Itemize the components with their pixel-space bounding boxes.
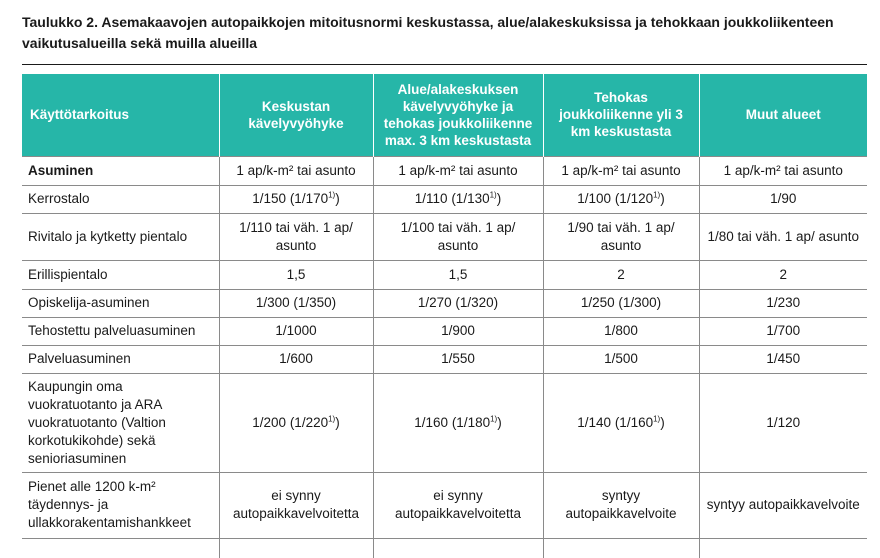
header-row	[22, 74, 867, 156]
cell-value	[219, 185, 373, 213]
cell-text: 1/140 (1/160	[577, 414, 654, 430]
cell-value: 1/110 tai väh. 1 ap/ asunto	[219, 213, 373, 260]
footnote-marker: 1)	[653, 414, 661, 423]
cell-value: syntyy autopaikkavelvoite	[699, 472, 867, 538]
table-row	[22, 185, 867, 213]
cell-value: 1/600	[219, 345, 373, 373]
cell-text: 1/150 (1/170	[252, 191, 329, 206]
row-label: Asuminen	[22, 156, 219, 185]
row-label: Kerrostalo	[22, 185, 219, 213]
cell-value: 1/800	[543, 317, 699, 345]
parking-norm-table	[22, 74, 867, 558]
cell-value	[373, 185, 543, 213]
empty-cell	[373, 538, 543, 558]
footnote-marker: 1)	[328, 190, 336, 200]
row-label: Rivitalo ja kytketty pientalo	[22, 213, 219, 260]
cell-value: 1/250 (1/300)	[543, 289, 699, 317]
footnote-marker: 1)	[490, 414, 498, 423]
cell-text-close: )	[660, 414, 665, 430]
table-row	[22, 345, 867, 373]
row-label: Erillispientalo	[22, 260, 219, 289]
cell-value: 1/90	[699, 185, 867, 213]
cell-value: 1/300 (1/350)	[219, 289, 373, 317]
footnote-marker: 1)	[328, 414, 336, 423]
cell-text-close: )	[335, 191, 340, 206]
cell-value: 2	[699, 260, 867, 289]
header-alue-alakeskus: Alue/alakeskuksen kävelyvyöhyke ja tehokas joukkoliikenne max. 3 km keskustasta	[373, 74, 543, 156]
cell-value: syntyy autopaikkavelvoite	[543, 472, 699, 538]
cell-value: 1/1000	[219, 317, 373, 345]
empty-cell	[219, 538, 373, 558]
cell-value: 1/90 tai väh. 1 ap/ asunto	[543, 213, 699, 260]
cell-text-close: )	[660, 191, 665, 206]
footnote-marker: 1)	[653, 190, 661, 200]
cell-text: 1/110 (1/130	[414, 191, 490, 206]
header-kayttotarkoitus: Käyttötarkoitus	[22, 74, 219, 156]
table-row	[22, 260, 867, 289]
cell-value: 1 ap/k-m² tai asunto	[699, 156, 867, 185]
cell-value: 1/550	[373, 345, 543, 373]
cell-value: 1/80 tai väh. 1 ap/ asunto	[699, 213, 867, 260]
cell-value: 1/270 (1/320)	[373, 289, 543, 317]
caption-divider	[22, 64, 867, 65]
cell-value: 1/900	[373, 317, 543, 345]
header-muut-alueet: Muut alueet	[699, 74, 867, 156]
table-row	[22, 289, 867, 317]
cell-value	[219, 373, 373, 472]
table-caption: Taulukko 2. Asemakaavojen autopaikkojen mitoitusnormi keskustassa, alue/alakeskuksissa ja tehokkaan joukkoliikenteen vaikutusalueilla sekä muilla alueilla	[22, 14, 834, 51]
table-row	[22, 472, 867, 538]
row-label: Opiskelija-asuminen	[22, 289, 219, 317]
cell-value: 1/120	[699, 373, 867, 472]
table-row	[22, 373, 867, 472]
cell-value: ei synny autopaikkavelvoitetta	[373, 472, 543, 538]
row-label: Palveluasuminen	[22, 345, 219, 373]
cell-value	[543, 373, 699, 472]
cell-text: 1/100 (1/120	[577, 191, 654, 206]
header-tehokas-joukkoliikenne: Tehokas joukkoliikenne yli 3 km keskustasta	[543, 74, 699, 156]
empty-cell	[699, 538, 867, 558]
table-row	[22, 317, 867, 345]
cell-value: 1 ap/k-m² tai asunto	[219, 156, 373, 185]
cell-value: 1 ap/k-m² tai asunto	[373, 156, 543, 185]
cell-value: 1/500	[543, 345, 699, 373]
row-label: Pienet alle 1200 k-m² täydennys- ja ullakkorakentamishankkeet	[22, 472, 219, 538]
table-row-cutoff	[22, 538, 867, 558]
cell-value: 1,5	[373, 260, 543, 289]
cell-value: 1/700	[699, 317, 867, 345]
empty-cell	[22, 538, 219, 558]
cell-value: ei synny autopaikkavelvoitetta	[219, 472, 373, 538]
header-keskustan-kavelyvyohyke: Keskustan kävelyvyöhyke	[219, 74, 373, 156]
cell-text: 1/160 (1/180	[414, 414, 491, 430]
footnote-marker: 1)	[489, 190, 497, 200]
cell-value: 1/450	[699, 345, 867, 373]
cell-text-close: )	[497, 414, 502, 430]
cell-value: 2	[543, 260, 699, 289]
cell-value: 1,5	[219, 260, 373, 289]
row-label: Kaupungin oma vuokratuotanto ja ARA vuokratuotanto (Valtion korkotukikohde) sekä senioriasuminen	[22, 373, 219, 472]
cell-text-close: )	[496, 191, 502, 206]
empty-cell	[543, 538, 699, 558]
cell-text-close: )	[335, 414, 340, 430]
cell-value	[373, 373, 543, 472]
cell-text: 1/200 (1/220	[252, 414, 329, 430]
cell-value: 1/230	[699, 289, 867, 317]
table-row	[22, 156, 867, 185]
cell-value	[543, 185, 699, 213]
row-label: Tehostettu palveluasuminen	[22, 317, 219, 345]
table-row	[22, 213, 867, 260]
cell-value: 1/100 tai väh. 1 ap/ asunto	[373, 213, 543, 260]
cell-value: 1 ap/k-m² tai asunto	[543, 156, 699, 185]
